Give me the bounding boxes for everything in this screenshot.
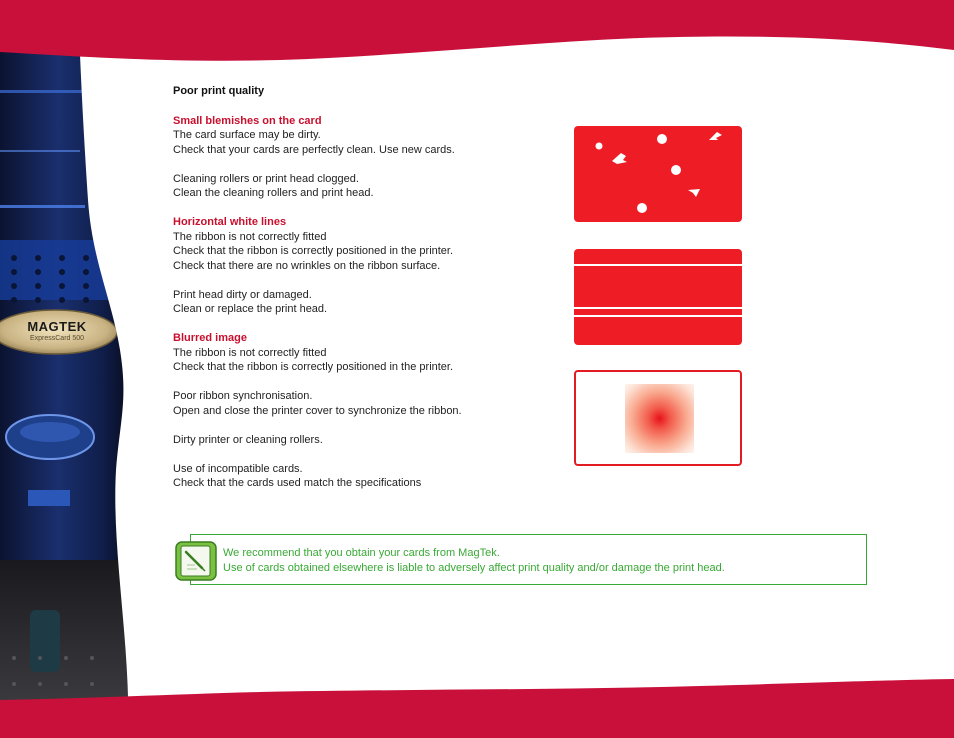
section-text: Poor ribbon synchronisation. (173, 390, 313, 402)
card-white-lines-illustration (574, 249, 742, 345)
section-text: The card surface may be dirty. (173, 129, 321, 141)
section-small-blemishes (173, 114, 553, 201)
content-column (173, 84, 553, 505)
section-heading: Horizontal white lines (173, 216, 287, 228)
white-line (574, 264, 742, 266)
section-horizontal-white-lines (173, 215, 553, 317)
section-text: Cleaning rollers or print head clogged. (173, 172, 359, 185)
model-text: ExpressCard 500 (29, 335, 85, 342)
top-wave (0, 0, 954, 61)
section-text: Print head dirty or damaged. (173, 288, 312, 301)
section-text: Dirty printer or cleaning rollers. (173, 433, 323, 446)
section-text: Check that there are no wrinkles on the ribbon surface. (173, 259, 441, 272)
card-blurred-illustration (574, 370, 742, 466)
section-text: Clean the cleaning rollers and print head. (173, 187, 374, 199)
section-text: Open and close the printer cover to synchronize the ribbon. (173, 404, 462, 417)
section-text: Check that your cards are perfectly clean. Use new cards. (173, 143, 455, 156)
white-line (574, 315, 742, 317)
section-heading: Small blemishes on the card (173, 114, 322, 127)
page-title: Poor print quality (173, 85, 265, 97)
blurred-spot (625, 384, 694, 453)
note-line: We recommend that you obtain your cards from MagTek. (223, 547, 500, 559)
white-line (574, 307, 742, 309)
section-text: Check that the ribbon is correctly positioned in the printer. (173, 245, 454, 257)
logo-text: MAGTEK (27, 319, 87, 334)
blemish-spots (574, 126, 742, 222)
section-text: Clean or replace the print head. (173, 303, 328, 315)
section-blurred-image (173, 331, 553, 491)
section-text: The ribbon is not correctly fitted (173, 346, 327, 359)
note-line: Use of cards obtained elsewhere is liable to adversely affect print quality and/or damage the print head. (223, 562, 725, 574)
section-text: The ribbon is not correctly fitted (173, 230, 327, 243)
section-text: Use of incompatible cards. (173, 462, 303, 475)
note-text (223, 546, 725, 576)
section-heading: Blurred image (173, 332, 247, 344)
section-text: Check that the ribbon is correctly positioned in the printer. (173, 361, 454, 373)
section-text: Check that the cards used match the specifications (173, 477, 422, 489)
card-blemishes-illustration (574, 126, 742, 222)
pencil-note-icon (175, 541, 217, 581)
printer-logo (2, 320, 112, 343)
